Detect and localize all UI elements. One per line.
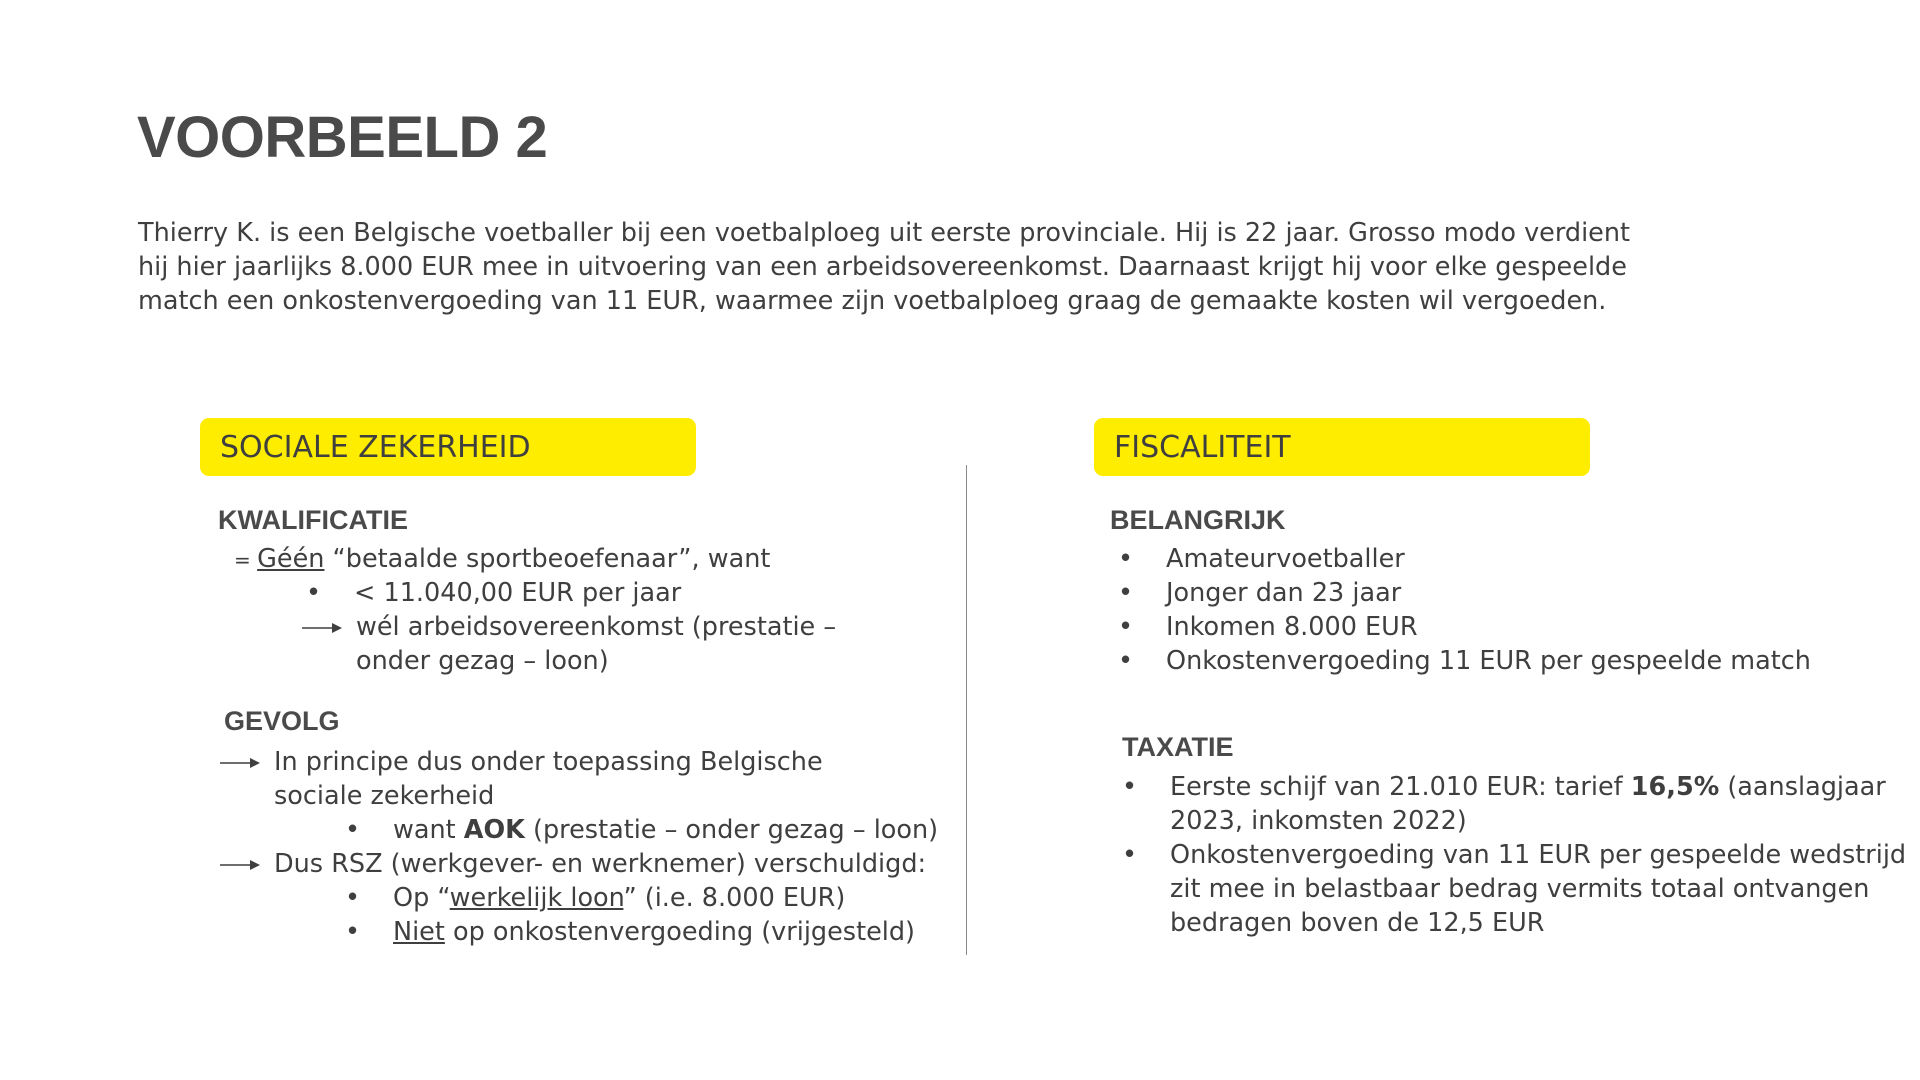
bullet-icon: •	[345, 883, 361, 913]
heading-gevolg: GEVOLG	[224, 706, 340, 736]
list-item-text: Onkostenvergoeding van 11 EUR per gespeelde wedstrijd	[1170, 840, 1907, 870]
list-item	[220, 847, 926, 881]
list-item-continuation: onder gezag – loon)	[356, 646, 609, 676]
section-tag-social-security	[200, 418, 696, 476]
list-item-text: < 11.040,00 EUR per jaar	[354, 578, 682, 608]
list-item-text: Inkomen 8.000 EUR	[1166, 612, 1418, 642]
list-item-text: Niet op onkostenvergoeding (vrijgesteld)	[393, 917, 915, 947]
list-item	[1118, 644, 1811, 678]
list-item-continuation: sociale zekerheid	[274, 781, 495, 811]
list-item	[306, 576, 681, 610]
heading-belangrijk: BELANGRIJK	[1110, 505, 1286, 535]
heading-taxatie: TAXATIE	[1122, 732, 1234, 762]
bullet-icon: •	[1122, 772, 1138, 802]
list-item	[345, 881, 845, 915]
section-tag-taxation	[1094, 418, 1590, 476]
section-tag-label: FISCALITEIT	[1114, 430, 1291, 465]
bullet-icon: •	[345, 815, 361, 845]
bullet-icon: •	[1122, 840, 1138, 870]
underlined-text: Géén	[257, 544, 325, 574]
list-item-text: wél arbeidsovereenkomst (prestatie –	[356, 612, 837, 642]
list-item	[345, 915, 915, 949]
bullet-icon: •	[1118, 612, 1134, 642]
intro-paragraph: Thierry K. is een Belgische voetballer bij een voetbalploeg uit eerste provinciale. Hij is 22 jaar. Grosso modo verdient hij hier jaarlijks 8.000 EUR mee in uitvoering van een arbeidsovereenkomst. Daarnaast krijgt hij voor elke gespeelde match een onkostenvergoeding van 11 EUR, waarmee zijn voetbalploeg graag de gemaakte kosten wil vergoeden.	[138, 218, 1631, 316]
list-item	[1122, 838, 1906, 872]
arrow-right-icon	[220, 745, 274, 779]
equals-sign: =	[234, 548, 258, 572]
list-item	[302, 610, 836, 644]
heading-kwalificatie: KWALIFICATIE	[218, 505, 408, 535]
arrow-right-icon	[302, 610, 356, 644]
arrow-right-icon	[220, 847, 274, 881]
list-item-continuation: zit mee in belastbaar bedrag vermits totaal ontvangen	[1170, 874, 1870, 904]
list-item	[1118, 610, 1418, 644]
list-item-text: Dus RSZ (werkgever- en werknemer) verschuldigd:	[274, 849, 927, 879]
qualification-rest: “betaalde sportbeoefenaar”, want	[324, 544, 771, 574]
list-item	[220, 745, 823, 779]
list-item-continuation: 2023, inkomsten 2022)	[1170, 806, 1467, 836]
page-title: VOORBEELD 2	[137, 105, 548, 170]
list-item	[1118, 576, 1401, 610]
qualification-line	[234, 542, 770, 577]
list-item	[1118, 542, 1405, 576]
list-item	[345, 813, 938, 847]
list-item-text: Onkostenvergoeding 11 EUR per gespeelde match	[1166, 646, 1811, 676]
list-item-text: Amateurvoetballer	[1166, 544, 1405, 574]
section-tag-label: SOCIALE ZEKERHEID	[220, 430, 531, 465]
list-item-text: Jonger dan 23 jaar	[1166, 578, 1402, 608]
bullet-icon: •	[1118, 646, 1134, 676]
list-item-text: Op “werkelijk loon” (i.e. 8.000 EUR)	[393, 883, 846, 913]
list-item-text: want AOK (prestatie – onder gezag – loon)	[393, 815, 939, 845]
list-item-text: Eerste schijf van 21.010 EUR: tarief 16,5% (aanslagjaar	[1170, 772, 1886, 802]
bullet-icon: •	[306, 578, 322, 608]
bullet-icon: •	[1118, 578, 1134, 608]
column-divider	[966, 465, 967, 955]
bullet-icon: •	[345, 917, 361, 947]
list-item	[1122, 770, 1886, 804]
list-item-text: In principe dus onder toepassing Belgische	[274, 747, 823, 777]
bullet-icon: •	[1118, 544, 1134, 574]
list-item-continuation: bedragen boven de 12,5 EUR	[1170, 908, 1545, 938]
